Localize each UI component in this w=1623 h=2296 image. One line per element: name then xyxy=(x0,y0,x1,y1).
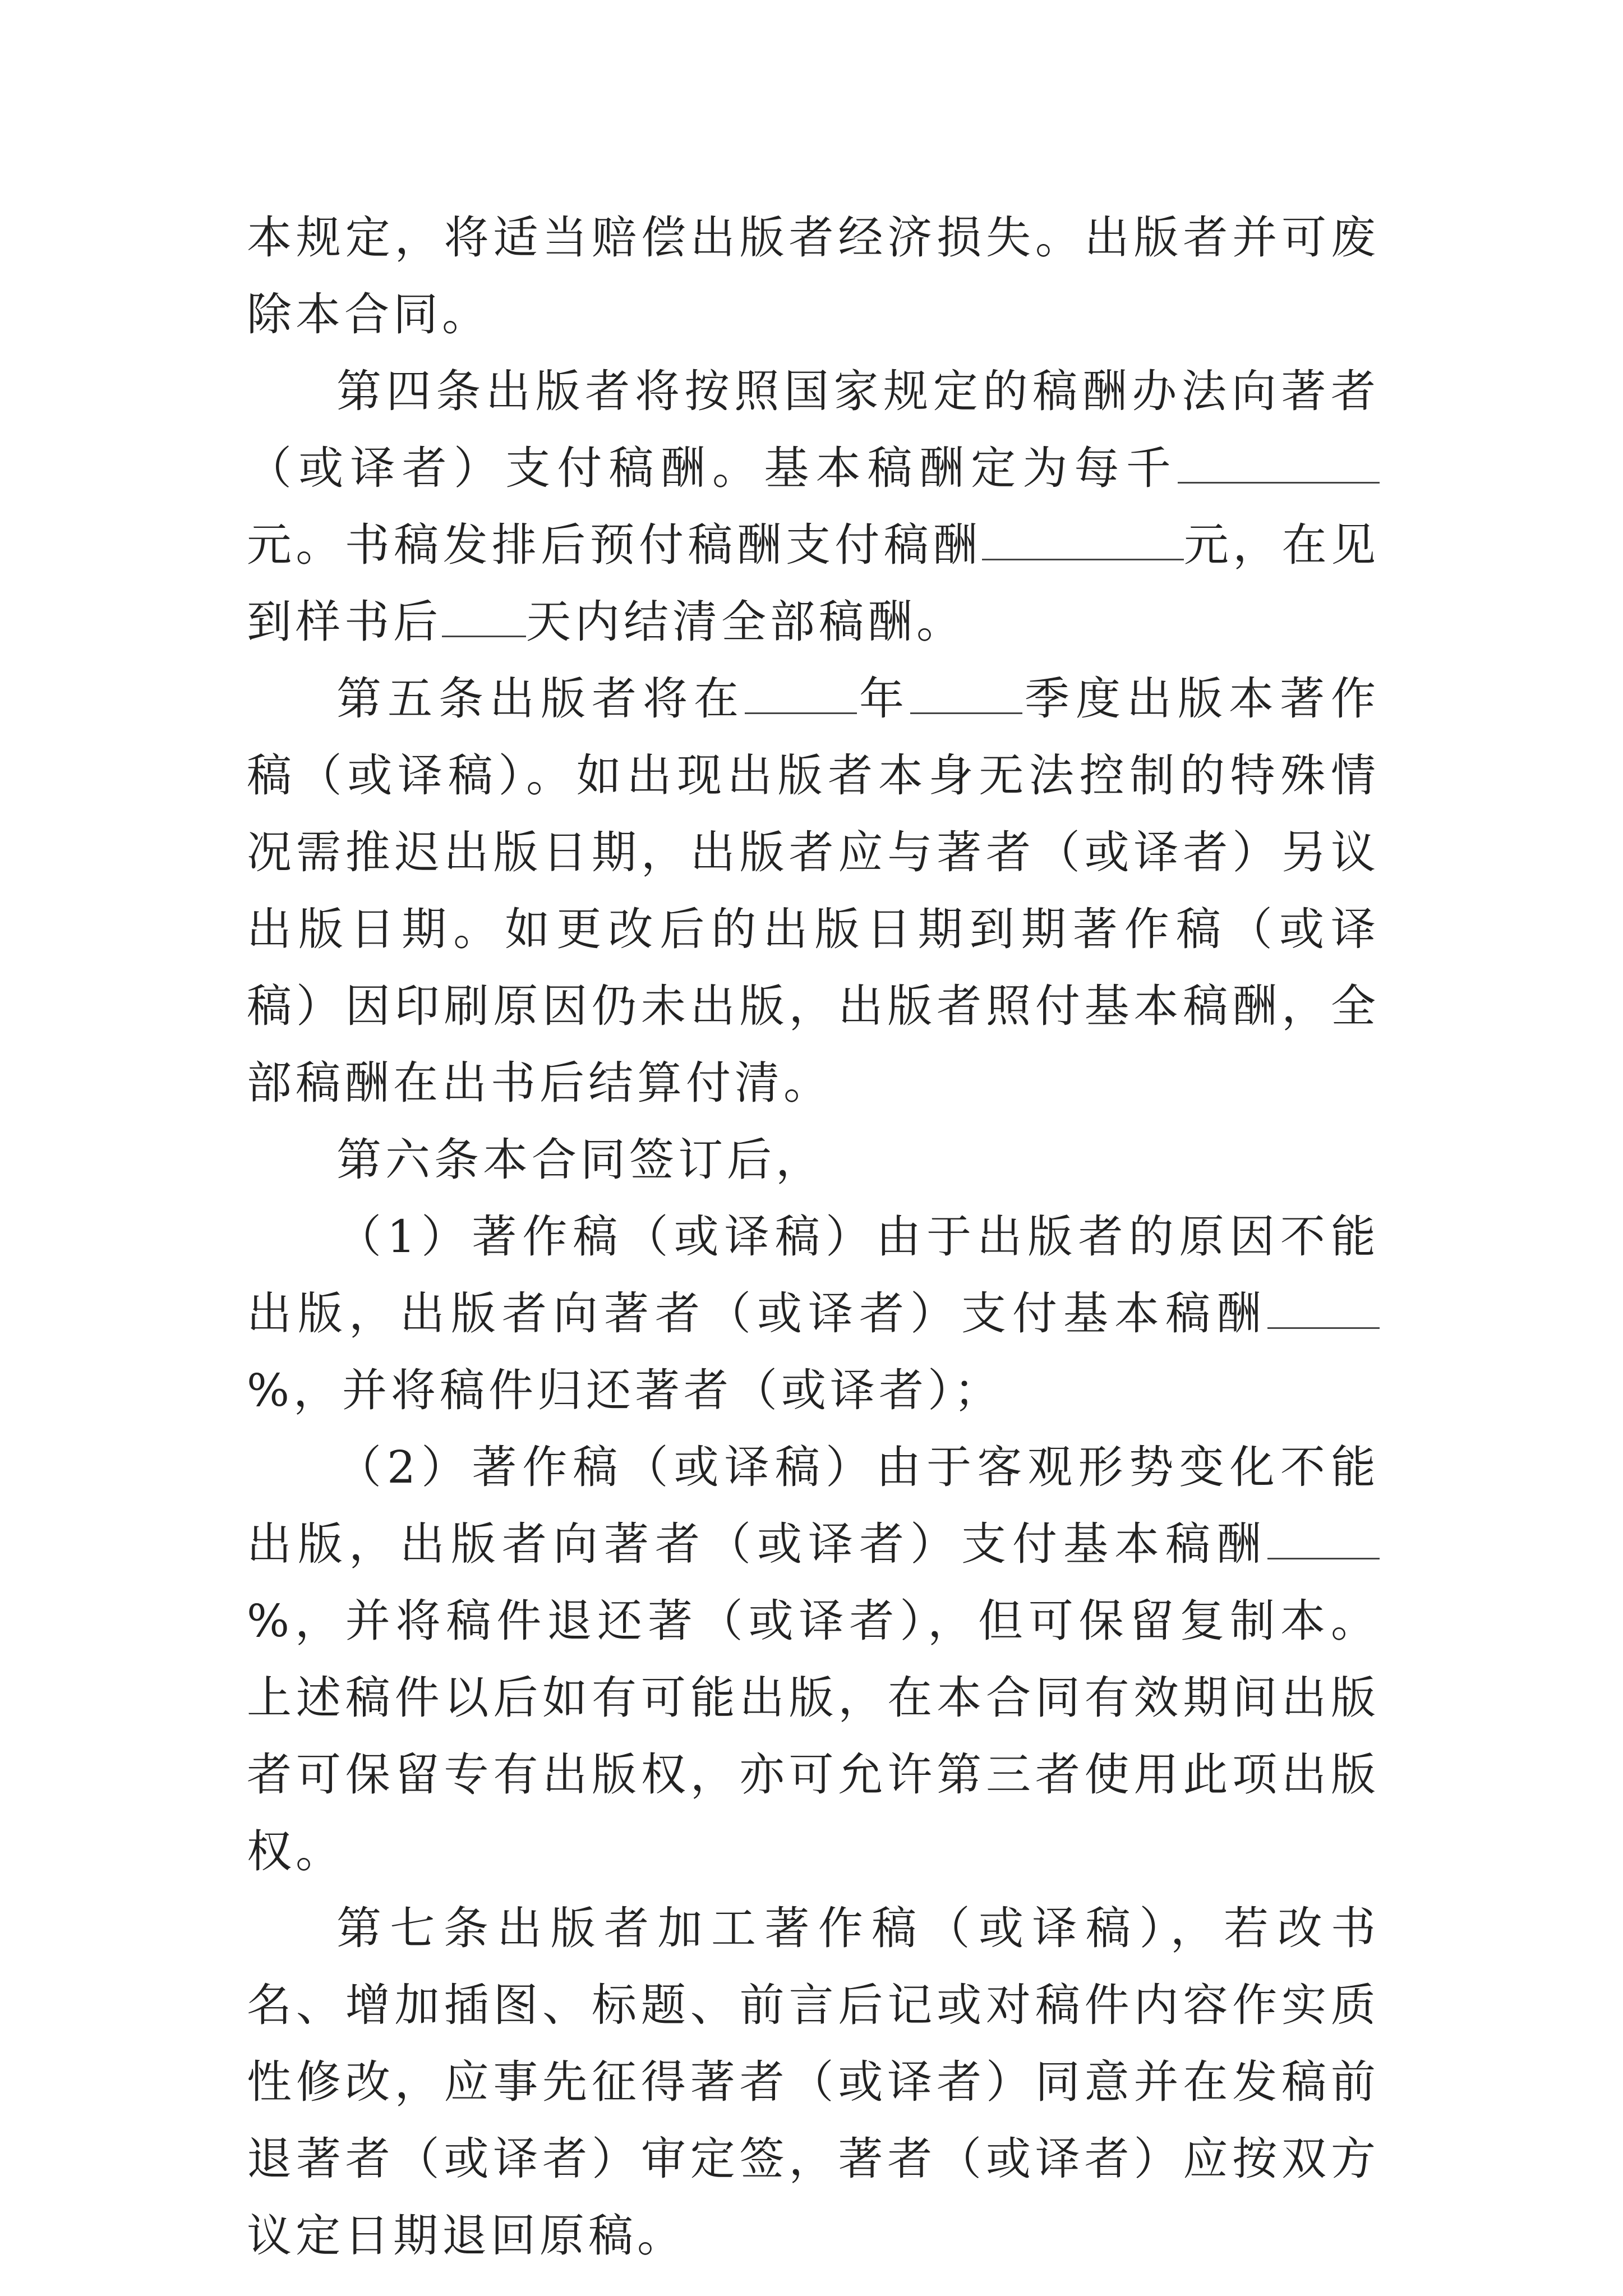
article-5-text-b: 年 xyxy=(857,673,910,725)
item-2-text-a: （2）著作稿（或译稿）由于客观形势变化不能出版，出版者向著者（或译者）支付基本稿酬 xyxy=(247,1441,1380,1570)
article-4-text-b: 元。书稿发排后预付稿酬支付稿酬 xyxy=(247,519,982,571)
blank-year xyxy=(745,675,857,714)
paragraph-article-5 xyxy=(247,660,1380,1121)
paragraph-article-6-item-2 xyxy=(247,1429,1380,1890)
paragraph-article-4 xyxy=(247,353,1380,660)
item-1-text-b: %，并将稿件归还著者（或译者）； xyxy=(247,1364,1003,1416)
item-1-text-a: （1）著作稿（或译稿）由于出版者的原因不能出版，出版者向著者（或译者）支付基本稿酬 xyxy=(247,1211,1380,1340)
blank-basic-royalty xyxy=(1178,445,1380,484)
blank-percent-1 xyxy=(1267,1290,1380,1329)
item-2-text-b: %，并将稿件退还著（或译者），但可保留复制本。上述稿件以后如有可能出版，在本合同有效期间出版者可保留专有出版权，亦可允许第三者使用此项出版权。 xyxy=(247,1595,1380,1878)
article-5-text-c: 季度出版本著作稿（或译稿）。如出现出版者本身无法控制的特殊情况需推迟出版日期，出版者应与著者（或译者）另议出版日期。如更改后的出版日期到期著作稿（或译稿）因印刷原因仍未出版，出版者照付基本稿酬，全部稿酬在出书后结算付清。 xyxy=(247,673,1380,1109)
article-4-text-d: 天内结清全部稿酬。 xyxy=(526,596,965,648)
article-4-text-c: 元，在见到样书后 xyxy=(247,519,1380,648)
document-body xyxy=(247,199,1380,2274)
blank-percent-2 xyxy=(1267,1521,1380,1559)
article-5-text-a: 第五条出版者将在 xyxy=(336,673,745,725)
paragraph-article-7: 第七条出版者加工著作稿（或译稿），若改书名、增加插图、标题、前言后记或对稿件内容作实质性修改，应事先征得著者（或译者）同意并在发稿前退著者（或译者）审定签，著者（或译者）应按双方议定日期退回原稿。 xyxy=(247,1902,1380,2262)
blank-quarter xyxy=(910,675,1022,714)
paragraph-continuation: 本规定，将适当赔偿出版者经济损失。出版者并可废除本合同。 xyxy=(247,211,1380,341)
blank-advance-royalty xyxy=(982,522,1184,560)
blank-days xyxy=(442,599,526,637)
article-4-text-a: 第四条出版者将按照国家规定的稿酬办法向著者（或译者）支付稿酬。基本稿酬定为每千 xyxy=(247,365,1380,494)
paragraph-article-6: 第六条本合同签订后， xyxy=(336,1134,824,1186)
paragraph-article-6-item-1 xyxy=(247,1198,1380,1429)
